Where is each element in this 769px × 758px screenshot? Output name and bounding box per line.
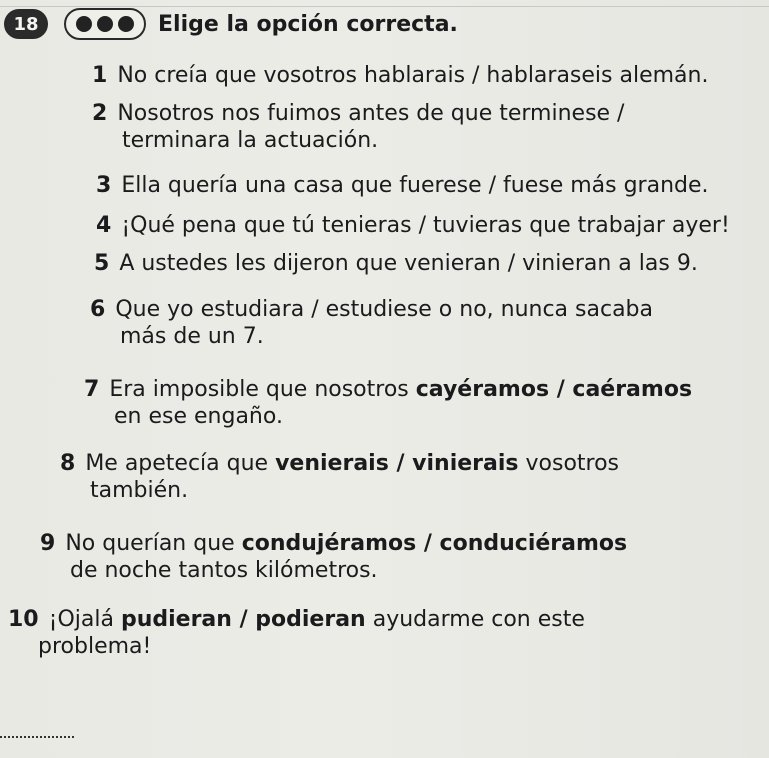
exercise-header [13,8,458,40]
exercise-number-badge [4,9,48,39]
item-text: Era imposible que nosotros [109,377,416,402]
exercise-item-6 [90,296,653,350]
exercise-item-1 [92,62,708,89]
item-text: Ella quería una casa que fuerese / fuese más grande. [121,173,709,198]
difficulty-dot-icon [76,16,92,32]
item-number: 3 [96,173,112,198]
item-text: Nosotros nos fuimos antes de que terminese / [117,101,625,126]
item-text: Me apetecía que [85,451,276,476]
item-text: No creía que vosotros hablarais / hablaraseis alemán. [117,63,709,88]
item-text: Que yo estudiara / estudiese o no, nunca sacaba [115,297,654,322]
item-text-continued: en ese engaño. [114,404,283,429]
item-number: 8 [60,451,76,476]
item-number: 9 [40,531,56,556]
item-text-continued: terminara la actuación. [122,128,379,153]
answer-dotted-line [0,736,74,738]
item-text: ¡Ojalá [48,607,121,632]
item-option-pair: cayéramos / caéramos [415,377,693,402]
item-text: No querían que [65,531,242,556]
exercise-item-2 [92,100,624,154]
item-number: 5 [94,251,110,276]
exercise-item-3 [96,172,709,199]
item-text-continued: de noche tantos kilómetros. [70,558,378,583]
item-text-continued: también. [90,478,189,503]
exercise-number: 18 [13,13,39,35]
item-text-continued: más de un 7. [120,324,264,349]
exercise-item-7 [84,376,692,430]
exercise-item-9 [40,530,627,584]
difficulty-dot-icon [118,16,134,32]
item-number: 6 [90,297,106,322]
item-number: 1 [92,63,108,88]
difficulty-dot-icon [97,16,113,32]
item-option-pair: condujéramos / conduciéramos [241,531,628,556]
item-number: 4 [96,213,112,238]
item-option-pair: venierais / vinierais [275,451,519,476]
item-text: ¡Qué pena que tú tenieras / tuvieras que trabajar ayer! [121,213,730,238]
exercise-item-10 [8,606,585,660]
top-rule [0,6,769,7]
item-text: vosotros [518,451,620,476]
exercise-instruction: Elige la opción correcta. [158,11,458,37]
item-text: A ustedes les dijeron que venieran / vinieran a las 9. [119,251,698,276]
exercise-item-4 [96,212,730,239]
exercise-item-5 [94,250,698,277]
item-number: 7 [84,377,100,402]
item-text: ayudarme con este [365,607,585,632]
item-text-continued: problema! [38,634,152,659]
exercise-item-8 [60,450,619,504]
item-number: 2 [92,101,108,126]
item-option-pair: pudieran / podieran [120,607,366,632]
difficulty-dots-icon [64,8,146,40]
item-number: 10 [8,607,39,632]
